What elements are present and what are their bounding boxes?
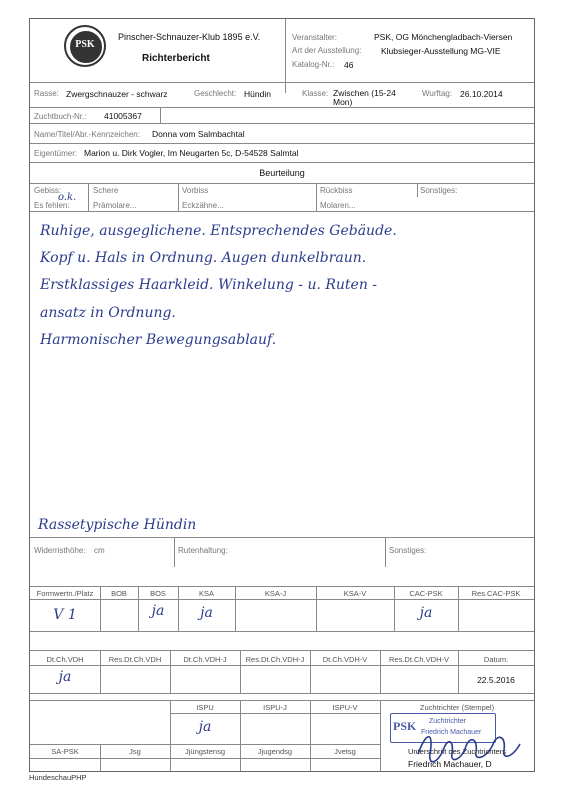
award-value-form: V 1 (53, 607, 77, 623)
page-title: Richterbericht (142, 53, 210, 64)
report-line-5: Harmonischer Bewegungsablauf. (40, 332, 277, 348)
ch-value-vdh: ja (58, 669, 72, 685)
ch-header-res-vdh-v: Res.Dt.Ch.VDH-V (388, 655, 449, 664)
report-line-4: ansatz in Ordnung. (40, 305, 176, 321)
stamp-text-2: Friedrich Machauer (421, 729, 482, 736)
ispu-v-header: ISPU-V (332, 703, 358, 712)
class-value-1: Zwischen (15-24 (333, 88, 396, 98)
club-logo (64, 25, 106, 67)
jjuengstensg-header: Jjüngstensg (184, 747, 226, 756)
whelped-label: Wurftag: (422, 89, 453, 98)
sex-label: Geschlecht: (194, 89, 237, 98)
owner-value: Marion u. Dirk Vogler, Im Neugarten 5c, D-54528 Salmtal (84, 148, 299, 158)
ispu-value: ja (198, 719, 212, 735)
award-value-cac: ja (419, 605, 433, 621)
award-header-form: Formwertn./Platz (36, 589, 94, 598)
jsg-header: Jsg (129, 747, 141, 756)
height-label: Widerristhöhe: (34, 546, 86, 555)
ispu-header: ISPU (196, 703, 214, 712)
club-name: Pinscher-Schnauzer-Klub 1895 e.V. (118, 32, 261, 42)
overbite-label: Vorbiss (182, 186, 209, 195)
height-unit: cm (94, 546, 105, 555)
canines-label: Eckzähne... (182, 201, 224, 210)
sa-psk-header: SA-PSK (51, 747, 79, 756)
report-line-2: Kopf u. Hals in Ordnung. Augen dunkelbraun. (40, 250, 367, 266)
teeth-other-label: Sonstiges: (420, 186, 458, 195)
award-header-bos: BOS (150, 589, 166, 598)
show-type-value: Klubsieger-Ausstellung MG-VIE (381, 46, 501, 56)
footer-text: HundeschauPHP (29, 773, 87, 782)
premolars-label: Prämolare... (93, 201, 137, 210)
summary-note: Rassetypische Hündin (38, 517, 197, 533)
catalog-value: 46 (344, 60, 354, 70)
jvetsg-header: Jvetsg (334, 747, 356, 756)
evaluation-heading: Beurteilung (259, 168, 305, 178)
underbite-label: Rückbiss (320, 186, 353, 195)
catalog-label: Katalog-Nr.: (292, 60, 335, 69)
award-header-cac: CAC-PSK (409, 589, 443, 598)
sex-value: Hündin (244, 89, 271, 99)
name-label: Name/Titel/Abr.-Kennzeichen: (34, 130, 140, 139)
ispu-j-header: ISPU-J (263, 703, 287, 712)
show-type-label: Art der Ausstellung: (292, 46, 362, 55)
molars-label: Molaren... (320, 201, 356, 210)
award-header-bob: BOB (111, 589, 127, 598)
class-label: Klasse: (302, 89, 329, 98)
award-value-bos: ja (151, 603, 165, 619)
organizer-value: PSK, OG Mönchengladbach-Viersen (374, 32, 513, 42)
name-value: Donna vom Salmbachtal (152, 129, 245, 139)
award-value-ksa: ja (200, 605, 213, 621)
award-header-ksa: KSA (198, 589, 214, 598)
report-line-1: Ruhige, ausgeglichene. Entsprechendes Gebäude. (40, 223, 397, 239)
teeth-note: o.k. (58, 192, 77, 203)
logo-text: PSK (75, 39, 95, 50)
jjugendsg-header: Jjugendsg (257, 747, 293, 756)
stamp-text-1: Zuchtrichter (429, 718, 466, 725)
judge-report-form (29, 18, 535, 772)
signature-label: Unterschrift des Zuchtrichters (408, 747, 506, 756)
report-line-3: Erstklassiges Haarkleid. Winkelung - u. Ruten - (40, 277, 378, 293)
date-label: Datum: (483, 655, 509, 664)
award-header-ksa-j: KSA-J (264, 589, 287, 598)
ch-header-res-vdh-j: Res.Dt.Ch.VDH-J (245, 655, 305, 664)
missing-label: Es fehlen: (34, 201, 70, 210)
date-value: 22.5.2016 (477, 675, 515, 685)
ch-header-res-vdh: Res.Dt.Ch.VDH (108, 655, 162, 664)
stamp-label: Zuchtrichter (Stempel) (419, 703, 495, 712)
breed-label: Rasse: (34, 89, 59, 98)
organizer-label: Veranstalter: (292, 33, 337, 42)
owner-label: Eigentümer: (34, 149, 78, 158)
studbook-value: 41005367 (104, 111, 142, 121)
award-header-res-cac: Res.CAC-PSK (471, 589, 521, 598)
teeth-label: Gebiss: (34, 186, 62, 195)
signature-name: Friedrich Machauer, D (408, 759, 492, 769)
ch-header-vdh-j: Dt.Ch.VDH-J (183, 655, 227, 664)
stamp-logo: PSK (393, 719, 417, 733)
measure-other-label: Sonstiges: (389, 546, 427, 555)
class-value-2: Mon) (333, 97, 353, 107)
ch-header-vdh: Dt.Ch.VDH (46, 655, 84, 664)
scissor-label: Schere (93, 186, 119, 195)
whelped-value: 26.10.2014 (460, 89, 503, 99)
studbook-label: Zuchtbuch-Nr.: (34, 112, 87, 121)
breed-value: Zwergschnauzer - schwarz (66, 89, 168, 99)
ch-header-vdh-v: Dt.Ch.VDH-V (322, 655, 368, 664)
award-header-ksa-v: KSA-V (343, 589, 367, 598)
tail-label: Rutenhaltung: (178, 546, 228, 555)
